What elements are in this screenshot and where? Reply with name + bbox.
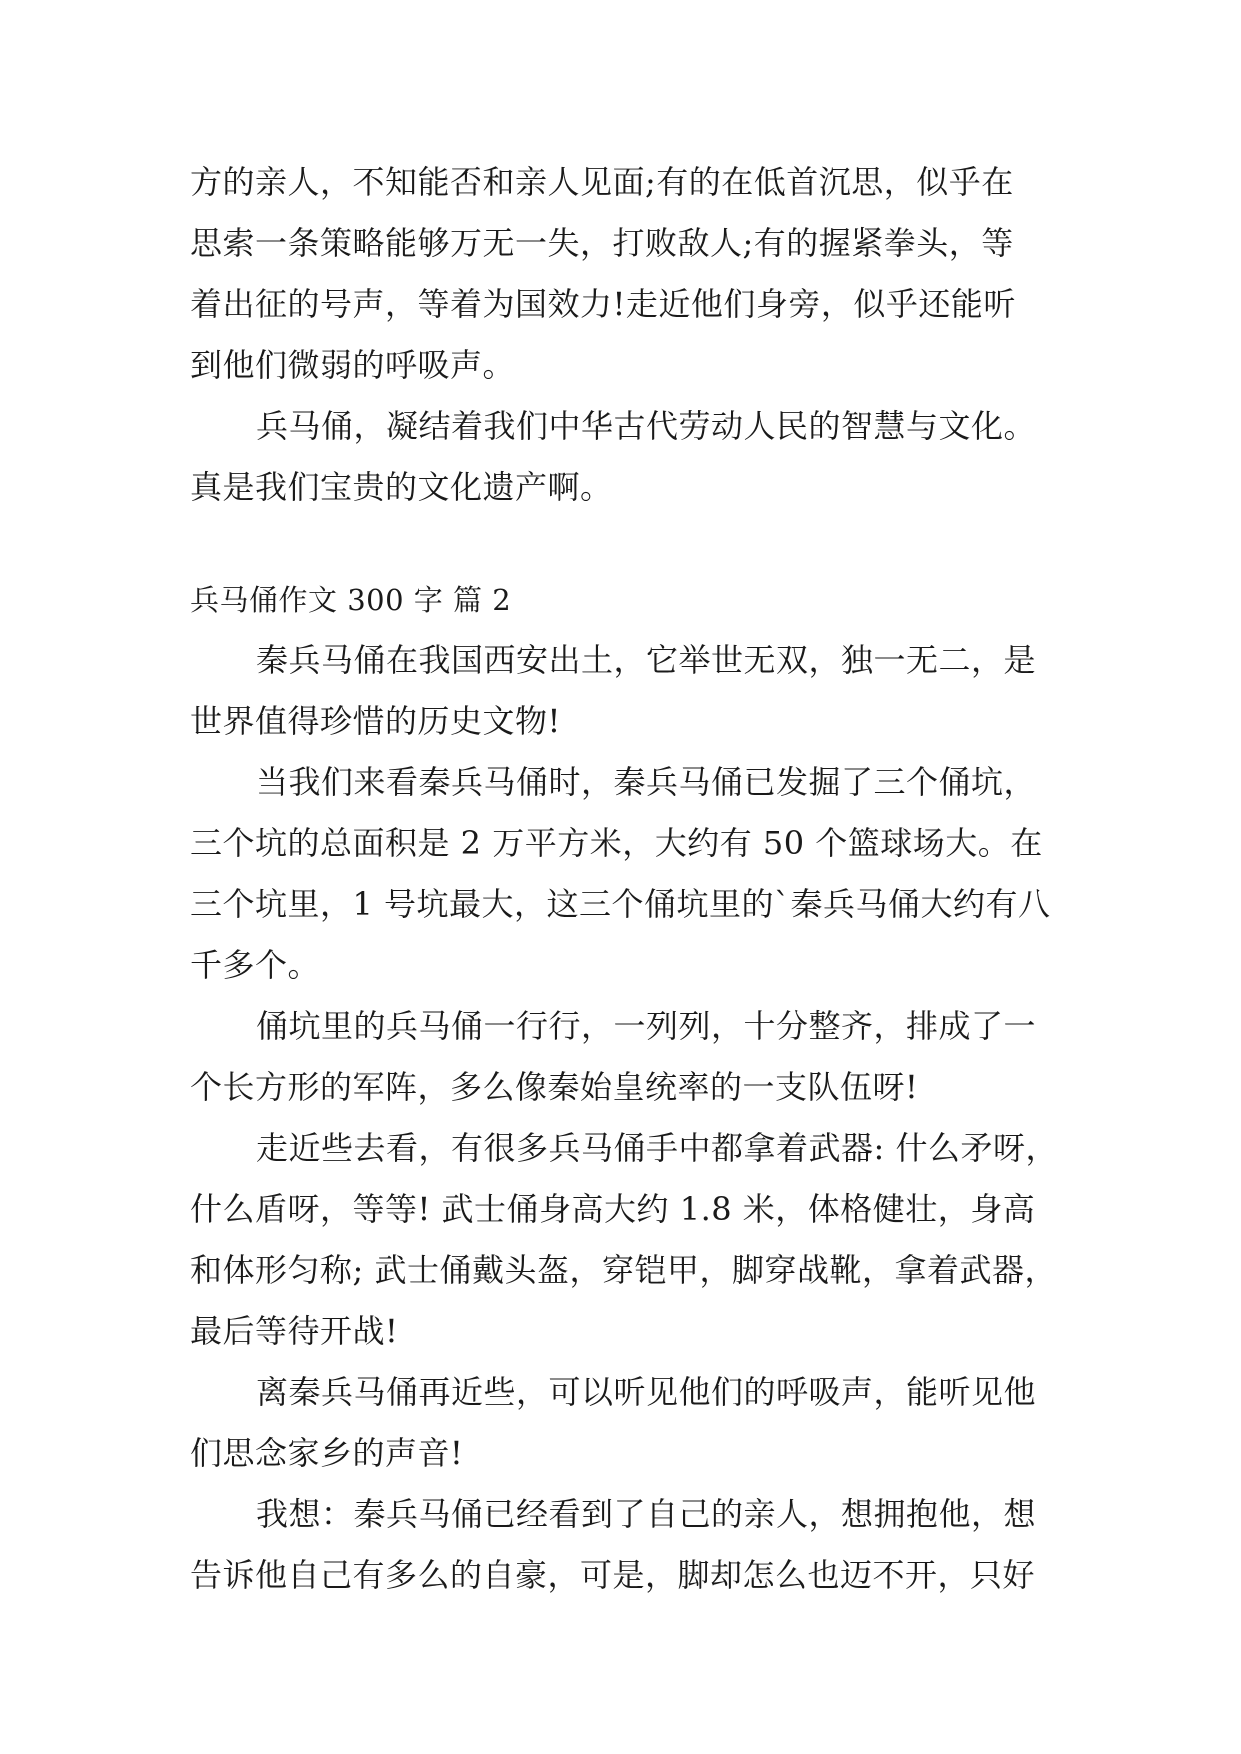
paragraph-line: 方的亲人，不知能否和亲人见面;有的在低首沉思，似乎在 <box>190 163 1014 201</box>
paragraph-line: 告诉他自己有多么的自豪，可是，脚却怎么也迈不开，只好 <box>190 1556 1036 1594</box>
paragraph-line: 走近些去看，有很多兵马俑手中都拿着武器: 什么矛呀， <box>256 1129 1058 1167</box>
paragraph-line: 到他们微弱的呼吸声。 <box>190 346 516 384</box>
paragraph-line: 们思念家乡的声音! <box>190 1434 464 1472</box>
paragraph-line: 离秦兵马俑再近些，可以听见他们的呼吸声，能听见他 <box>256 1373 1037 1411</box>
paragraph-line: 和体形匀称; 武士俑戴头盔，穿铠甲，脚穿战靴，拿着武器， <box>190 1251 1057 1289</box>
paragraph-line: 思索一条策略能够万无一失，打败敌人;有的握紧拳头，等 <box>190 224 1014 262</box>
paragraph-line: 什么盾呀，等等! 武士俑身高大约 1.8 米，体格健壮，身高 <box>190 1190 1036 1228</box>
paragraph-line: 当我们来看秦兵马俑时，秦兵马俑已发掘了三个俑坑， <box>256 763 1037 801</box>
paragraph-line: 秦兵马俑在我国西安出土，它举世无双，独一无二，是 <box>256 641 1037 679</box>
paragraph-line: 三个坑的总面积是 2 万平方米，大约有 50 个篮球场大。在 <box>190 824 1043 862</box>
paragraph-line: 千多个。 <box>190 946 321 984</box>
paragraph-line: 个长方形的军阵，多么像秦始皇统率的一支队伍呀! <box>190 1068 919 1106</box>
paragraph-line: 兵马俑，凝结着我们中华古代劳动人民的智慧与文化。 <box>256 407 1037 445</box>
paragraph-line: 世界值得珍惜的历史文物! <box>190 702 561 740</box>
paragraph-line: 三个坑里，1 号坑最大，这三个俑坑里的`秦兵马俑大约有八 <box>190 885 1051 923</box>
section-heading: 兵马俑作文 300 字 篇 2 <box>190 583 512 617</box>
paragraph-line: 着出征的号声，等着为国效力!走近他们身旁，似乎还能听 <box>190 285 1016 323</box>
paragraph-line: 最后等待开战! <box>190 1312 399 1350</box>
paragraph-line: 我想：秦兵马俑已经看到了自己的亲人，想拥抱他，想 <box>256 1495 1037 1533</box>
paragraph-line: 俑坑里的兵马俑一行行，一列列，十分整齐，排成了一 <box>256 1007 1037 1045</box>
paragraph-line: 真是我们宝贵的文化遗产啊。 <box>190 468 613 506</box>
